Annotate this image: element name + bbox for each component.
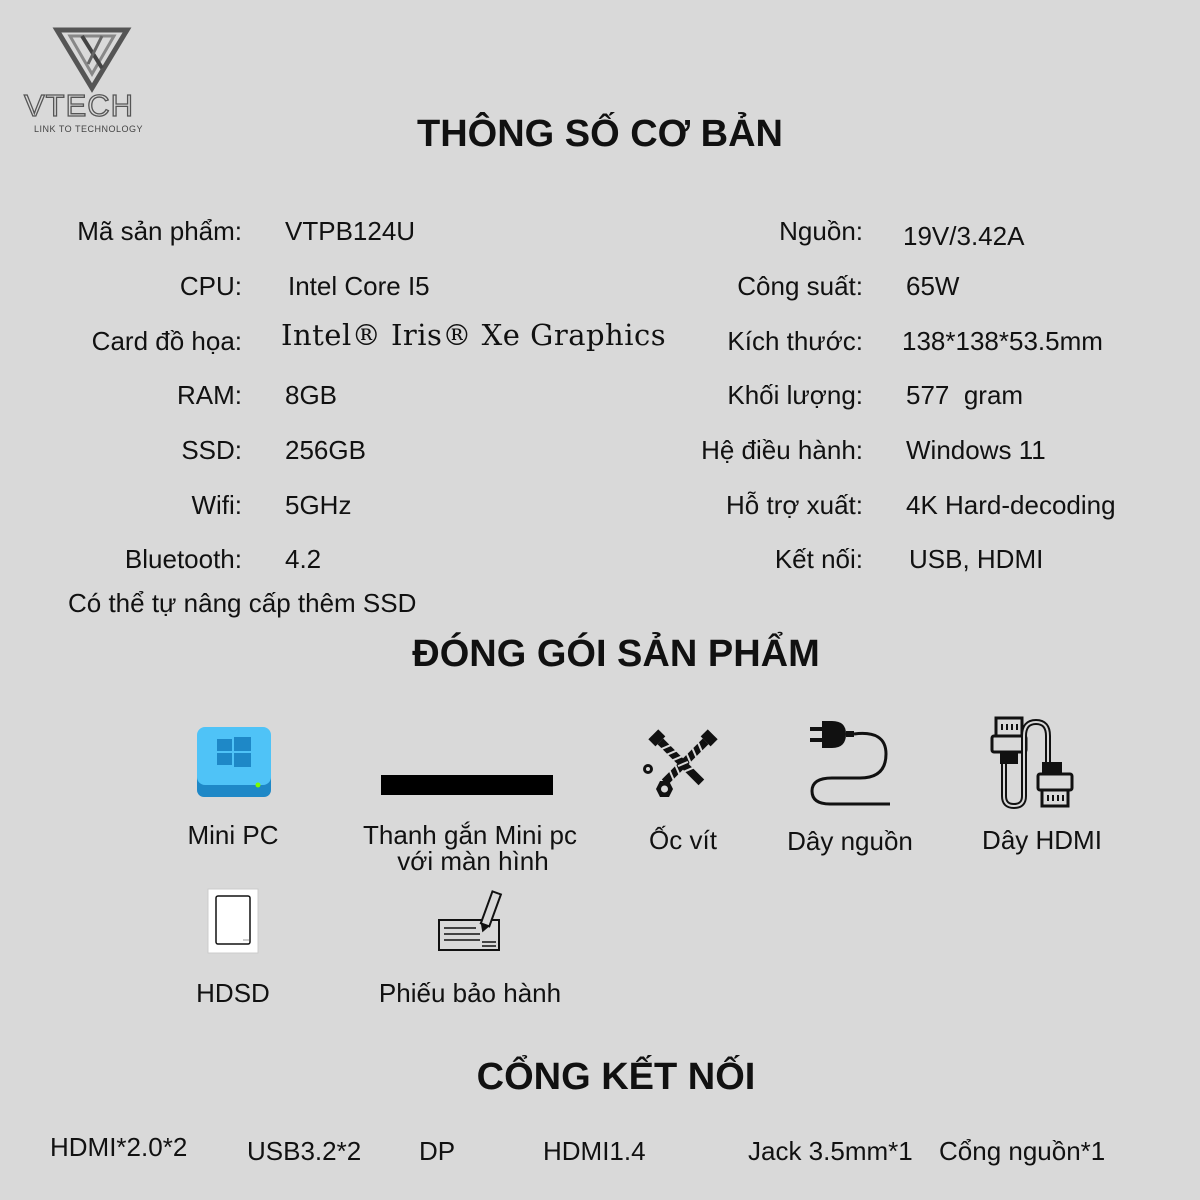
spec-label-output: Hỗ trợ xuất: <box>726 490 863 520</box>
spec-label-cpu: CPU: <box>179 271 242 301</box>
port-hdmi-1-4: HDMI1.4 <box>543 1136 646 1166</box>
caption-hdmi-cable: Dây HDMI <box>982 825 1102 855</box>
screws-icon <box>638 724 728 804</box>
spec-label-dimensions: Kích thước: <box>727 326 863 356</box>
spec-label-os: Hệ điều hành: <box>701 435 863 465</box>
caption-screws: Ốc vít <box>649 825 717 855</box>
mini-pc-icon <box>195 725 273 799</box>
spec-label-connectivity: Kết nối: <box>774 544 863 574</box>
caption-power-cable: Dây nguồn <box>787 826 913 856</box>
port-hdmi-2-0: HDMI*2.0*2 <box>50 1132 188 1162</box>
logo-tagline: LINK TO TECHNOLOGY <box>34 124 144 134</box>
port-dp: DP <box>419 1136 456 1166</box>
port-power: Cổng nguồn*1 <box>939 1136 1106 1166</box>
caption-mount-bracket-line1: Thanh gắn Mini pc <box>363 820 577 850</box>
spec-value-os: Windows 11 <box>906 435 1046 465</box>
spec-label-bluetooth: Bluetooth: <box>124 544 242 574</box>
spec-label-ram: RAM: <box>177 380 242 410</box>
power-cable-icon <box>808 718 898 808</box>
spec-value-output: 4K Hard-decoding <box>906 490 1116 520</box>
upgrade-note: Có thể tự nâng cấp thêm SSD <box>68 588 417 618</box>
spec-label-power: Nguồn: <box>779 216 863 246</box>
package-title: ĐÓNG GÓI SẢN PHẨM <box>412 633 820 675</box>
ports-title: CỔNG KẾT NỐI <box>476 1056 756 1098</box>
spec-label-wattage: Công suất: <box>737 271 863 301</box>
spec-label-weight: Khối lượng: <box>727 380 863 410</box>
warranty-card-icon <box>436 890 504 956</box>
spec-value-ssd: 256GB <box>285 435 366 465</box>
spec-value-dimensions: 138*138*53.5mm <box>902 326 1103 356</box>
spec-value-weight: 577 gram <box>906 380 1024 410</box>
logo-wordmark: VTECH <box>24 88 135 123</box>
caption-mini-pc: Mini PC <box>187 820 279 850</box>
spec-label-ssd: SSD: <box>181 435 242 465</box>
caption-warranty-card: Phiếu bảo hành <box>378 978 562 1008</box>
spec-value-power: 19V/3.42A <box>903 221 1025 251</box>
spec-value-gpu: Intel® Iris® Xe Graphics <box>281 318 667 352</box>
manual-icon <box>207 888 259 954</box>
spec-label-model: Mã sản phẩm: <box>77 216 242 246</box>
spec-value-bluetooth: 4.2 <box>285 544 322 574</box>
caption-manual: HDSD <box>196 978 270 1008</box>
caption-mount-bracket-line2: với màn hình <box>397 846 549 876</box>
spec-value-wifi: 5GHz <box>285 490 352 520</box>
spec-value-cpu: Intel Core I5 <box>288 271 430 301</box>
specs-title: THÔNG SỐ CƠ BẢN <box>417 113 783 155</box>
spec-value-ram: 8GB <box>285 380 338 410</box>
spec-value-wattage: 65W <box>906 271 960 301</box>
spec-value-model: VTPB124U <box>285 216 416 246</box>
port-usb-3-2: USB3.2*2 <box>247 1136 362 1166</box>
hdmi-cable-icon <box>990 716 1082 810</box>
spec-value-connectivity: USB, HDMI <box>909 544 1044 574</box>
spec-label-gpu: Card đồ họa: <box>91 326 242 356</box>
vtech-emblem-icon <box>22 24 167 94</box>
spec-label-wifi: Wifi: <box>191 490 242 520</box>
mount-bracket-icon <box>381 775 553 795</box>
port-audio-jack: Jack 3.5mm*1 <box>748 1136 913 1166</box>
